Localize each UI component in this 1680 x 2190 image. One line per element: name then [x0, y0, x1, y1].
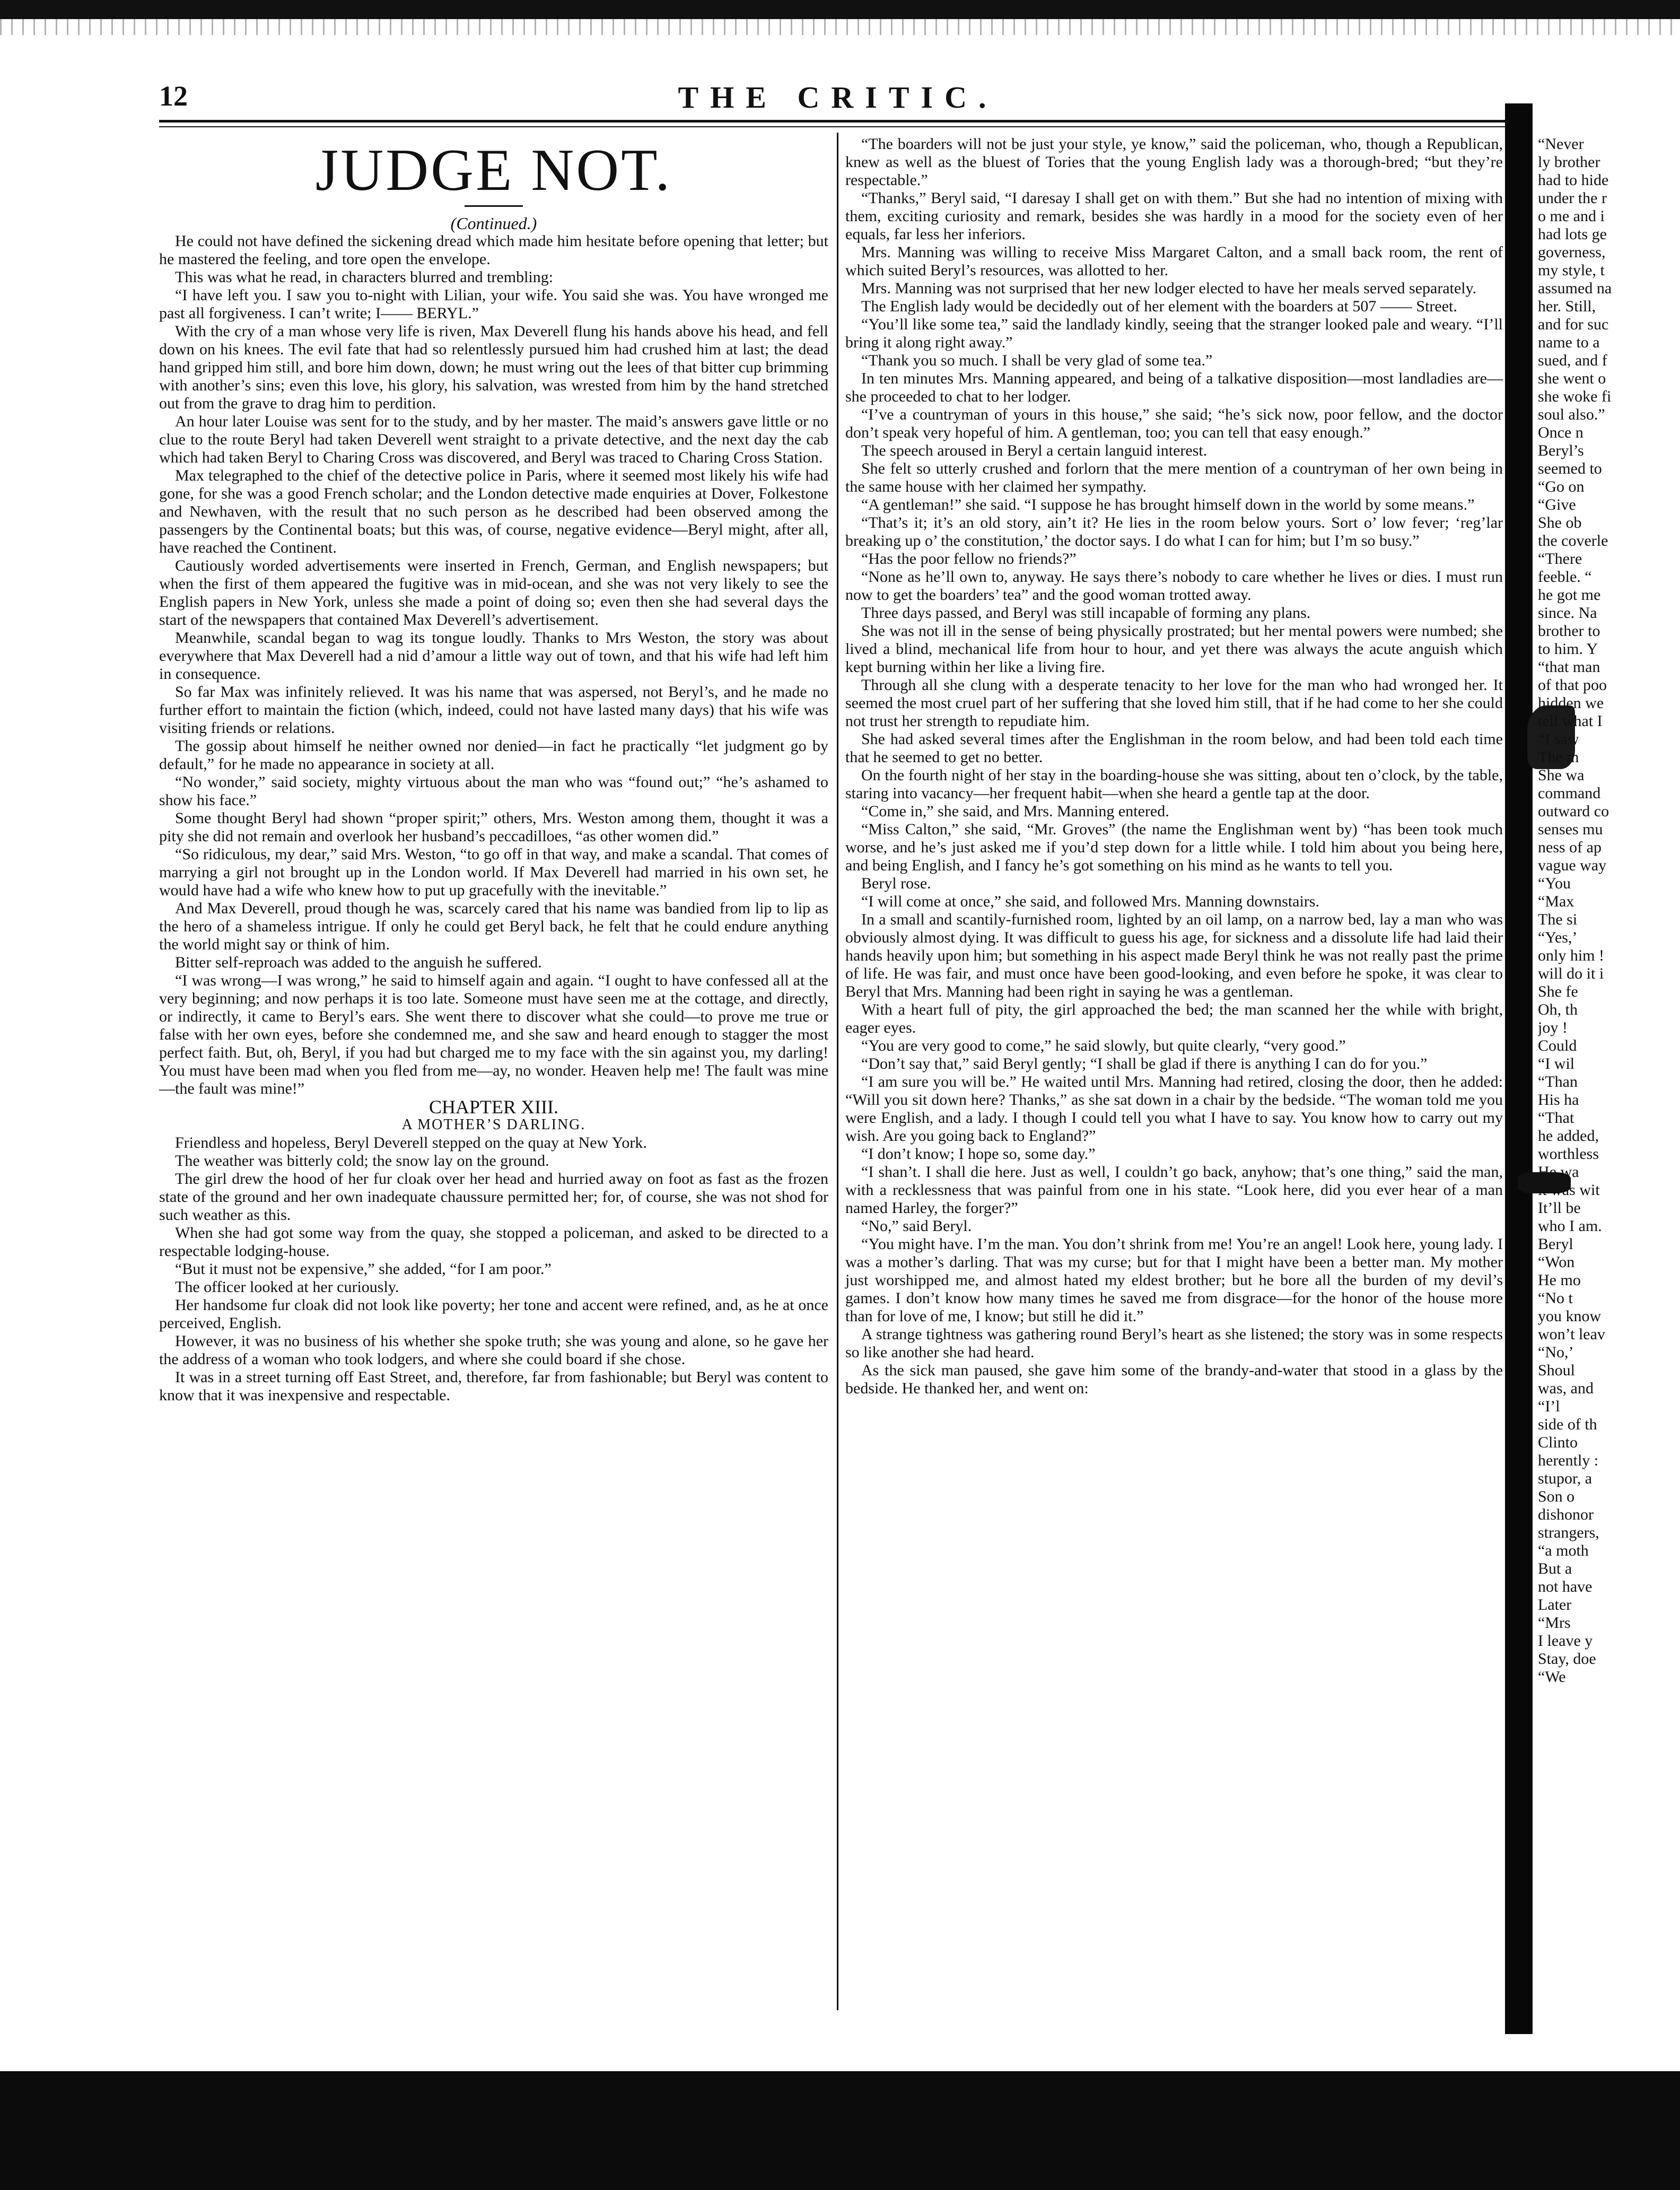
fragment-line: “Won — [1538, 1253, 1575, 1271]
paragraph: Through all she clung with a desperate tenacity to her love for the man who had wronged her. It seemed the most cruel part of her suffering that she loved him still, that if he had come to her she could not trust her strength to repudiate him. — [845, 676, 1503, 730]
fragment-line: she went o — [1538, 370, 1606, 387]
fragment-line: o me and i — [1538, 207, 1605, 225]
paragraph: Max telegraphed to the chief of the detective police in Paris, where it seemed most likely his wife had gone, for she was a good French scholar; and the London detective made enquiries at Dover, Folkestone and Newhaven, with the result that no such person as he described had been observed among the passengers by the Continental boats; but this was, of course, negative evidence—Beryl might, after all, have reached the Continent. — [159, 467, 828, 556]
paragraph: On the fourth night of her stay in the boarding-house she was sitting, about ten o’clock, by the table, staring into vacancy—her frequent habit—when she heard a gentle tap at the door. — [845, 766, 1503, 802]
fragment-line: under the r — [1538, 189, 1607, 207]
fragment-line: She ob — [1538, 514, 1582, 531]
fragment-line: won’t leav — [1538, 1325, 1605, 1343]
paragraph: The English lady would be decidedly out of her element with the boarders at 507 —— Street. — [861, 298, 1457, 315]
column-right — [845, 135, 1503, 1398]
adjacent-page-column — [1538, 135, 1680, 2055]
paragraph: So far Max was infinitely relieved. It was his name that was aspersed, not Beryl’s, and he made no further effort to maintain the fiction (which, indeed, could not have lasted many days) that his wife was visiting friends or relations. — [159, 683, 828, 737]
paragraph: Meanwhile, scandal began to wag its tongue loudly. Thanks to Mrs Weston, the story was about everywhere that Max Deverell had a nid d’amour a little way out of town, and that his wife had left him in consequence. — [159, 629, 828, 683]
paragraph: “A gentleman!” she said. “I suppose he has brought himself down in the world by some means.” — [861, 496, 1475, 513]
paragraph: “I don’t know; I hope so, some day.” — [861, 1145, 1096, 1163]
article-title: JUDGE NOT. — [315, 137, 672, 203]
paragraph: A strange tightness was gathering round Beryl’s heart as she listened; the story was in some respects so like another she had heard. — [845, 1325, 1503, 1361]
fragment-line: was, and — [1538, 1380, 1594, 1397]
paragraph: With a heart full of pity, the girl approached the bed; the man scanned her the while with bright, eager eyes. — [845, 1001, 1503, 1036]
fragment-line: He wa — [1538, 1163, 1579, 1181]
paragraph: Cautiously worded advertisements were inserted in French, German, and English newspapers; but when the first of them appeared the fugitive was in mid-ocean, and she was not very likely to see the English papers in New York, unless she made a point of doing so; even then she had several days the start of the newspapers that contained Max Deverell’s advertisement. — [159, 557, 828, 629]
fragment-line: “No,’ — [1538, 1343, 1574, 1361]
paragraph: “Miss Calton,” she said, “Mr. Groves” (the name the Englishman went by) “has been took much worse, and he’s just asked me if you’d step down for a little while. I told him about you being here, and being English, and I fancy he’s got something on his mind as he wants to tell you. — [845, 821, 1503, 874]
fragment-line: side of th — [1538, 1416, 1597, 1433]
header-rule-thin — [159, 126, 1517, 127]
fragment-line: “I wil — [1538, 1055, 1575, 1072]
paragraph: The gossip about himself he neither owned nor denied—in fact he practically “let judgment go by default,” for he made no appearance in society at all. — [159, 737, 828, 773]
fragment-line: Later — [1538, 1596, 1572, 1613]
fragment-line: seemed to — [1538, 460, 1602, 477]
column-left-body-a — [159, 232, 828, 1098]
fragment-line: it was wit — [1538, 1181, 1600, 1199]
paragraph: “Thank you so much. I shall be very glad of some tea.” — [861, 352, 1213, 369]
paragraph: She was not ill in the sense of being physically prostrated; but her mental powers were numbed; she lived a blind, mechanical life from hour to hour, and yet there was always the acute anguish which kept burning within her like a living fire. — [845, 622, 1503, 676]
paragraph: “I shan’t. I shall die here. Just as well, I couldn’t go back, anyhow; that’s one thing,” said the man, with a recklessness that was painful from one in his state. “Look here, did you ever hear of a man named Harley, the forger?” — [845, 1163, 1503, 1217]
paragraph: “I am sure you will be.” He waited until Mrs. Manning had retired, closing the door, then he added: “Will you sit down here? Thanks,” as she sat down in a chair by the bedside. “The woman told me you were English, and a lady. I though I could tell you what I have to say. You know how to carry out my wish. Are you going back to England?” — [845, 1073, 1503, 1145]
paragraph: With the cry of a man whose very life is riven, Max Deverell flung his hands above his head, and fell down on his knees. The evil fate that had so relentlessly pursued him had crushed him at last; the dead hand gripped him still, and bore him down, down; he must wring out the lees of that bitter cup brimming with another’s sins; even this love, his glory, his salvation, was wrested from him by the hand stretched out from the grave to drag him to perdition. — [159, 322, 828, 412]
fragment-line: he added, — [1538, 1127, 1599, 1145]
paragraph: This was what he read, in characters blurred and trembling: — [175, 268, 554, 286]
continued-note: (Continued.) — [450, 214, 537, 233]
fragment-line: joy ! — [1538, 1019, 1568, 1036]
fragment-line: to him. Y — [1538, 640, 1598, 658]
paragraph: “No,” said Beryl. — [861, 1217, 972, 1235]
paragraph: “I was wrong—I was wrong,” he said to himself again and again. “I ought to have confessed all at the very beginning; and now perhaps it is too late. Someone must have seen me at the cottage, and directly, or indirectly, it came to Beryl’s ears. She went there to discover what she could—to prove me true or false with her own eyes, before she condemned me, and she saw and heard enough to stagger the most perfect faith. But, oh, Beryl, if you had but charged me to my face with the sin against you, my darling! You must have been mad when you fled from me—ay, no wonder. Heaven help me! The fault was mine—the fault was mine!” — [159, 972, 828, 1097]
column-left — [159, 135, 828, 1404]
paragraph: “I have left you. I saw you to-night with Lilian, your wife. You said she was. You have wronged me past all forgiveness. I can’t write; I—— BERYL.” — [159, 286, 828, 322]
fragment-line: who I am. — [1538, 1217, 1602, 1235]
paragraph: Mrs. Manning was not surprised that her new lodger elected to have her meals served separately. — [861, 280, 1477, 297]
fragment-line: since. Na — [1538, 604, 1597, 622]
paragraph: When she had got some way from the quay, she stopped a policeman, and asked to be directed to a respectable lodging-house. — [159, 1224, 828, 1260]
running-title: THE CRITIC. — [678, 80, 998, 115]
paragraph: “The boarders will not be just your style, ye know,” said the policeman, who, though a Republican, knew as well as the bluest of Tories that the young English lady was a thorough-bred; “but they’re respectable.” — [845, 135, 1503, 189]
fragment-line: “You — [1538, 875, 1571, 892]
top-border — [0, 0, 1680, 19]
fragment-line: ly brother — [1538, 153, 1600, 171]
column-divider — [837, 133, 838, 2010]
paragraph: Three days passed, and Beryl was still incapable of forming any plans. — [861, 604, 1311, 622]
paragraph: Beryl rose. — [861, 875, 931, 892]
fragment-line: the coverle — [1538, 532, 1608, 549]
fragment-line: Clinto — [1538, 1434, 1578, 1451]
chapter-subheading: A MOTHER’S DARLING. — [401, 1116, 586, 1133]
fragment-line: soul also.” — [1538, 406, 1605, 423]
paragraph: As the sick man paused, she gave him some of the brandy-and-water that stood in a glass by the bedside. He thanked her, and went on: — [845, 1362, 1503, 1397]
fragment-line: It’ll be — [1538, 1199, 1581, 1217]
paragraph: Friendless and hopeless, Beryl Deverell stepped on the quay at New York. — [175, 1134, 647, 1151]
fragment-line: “Than — [1538, 1073, 1578, 1090]
chapter-heading: CHAPTER XIII. — [429, 1096, 558, 1118]
fragment-line: had to hide — [1538, 171, 1609, 189]
fragment-line: Could — [1538, 1037, 1577, 1054]
fragment-line: and for suc — [1538, 316, 1609, 333]
fragment-line: name to a — [1538, 334, 1600, 351]
fragment-line: strangers, — [1538, 1524, 1599, 1541]
fragment-line: assumed na — [1538, 280, 1612, 297]
fragment-line: She fe — [1538, 983, 1578, 1000]
fragment-line: She wa — [1538, 766, 1585, 784]
fragment-line: The m — [1538, 748, 1579, 766]
paragraph: “I will come at once,” she said, and followed Mrs. Manning downstairs. — [861, 893, 1319, 910]
paragraph: In ten minutes Mrs. Manning appeared, and being of a talkative disposition—most landladies are—she proceeded to chat to her lodger. — [845, 370, 1503, 405]
paragraph: And Max Deverell, proud though he was, scarcely cared that his name was bandied from lip to lip as the hero of a shameless intrigue. If only he could get Beryl back, he felt that he could endure anything the world might say or think of him. — [159, 900, 828, 953]
paragraph: However, it was no business of his whether she spoke truth; she was young and alone, so he gave her the address of a woman who took lodgers, and where she could board if she chose. — [159, 1332, 828, 1368]
fragment-line: worthless — [1538, 1145, 1599, 1163]
fragment-line: feeble. “ — [1538, 568, 1592, 586]
fragment-line: governess, — [1538, 243, 1606, 261]
column-right-body — [845, 135, 1503, 1398]
paragraph: The girl drew the hood of her fur cloak over her head and hurried away on foot as fast as the frozen state of the ground and her own inadequate chaussure permitted her; for, of course, she was not shod for such weather as this. — [159, 1170, 828, 1224]
fragment-line: dishonor — [1538, 1506, 1594, 1523]
fragment-line: “That — [1538, 1109, 1574, 1127]
paragraph: “But it must not be expensive,” she added, “for I am poor.” — [175, 1260, 552, 1278]
paragraph: Bitter self-reproach was added to the anguish he suffered. — [175, 954, 542, 971]
fragment-line: you know — [1538, 1307, 1602, 1325]
fragment-line: Beryl’s — [1538, 442, 1584, 459]
paragraph: “Come in,” she said, and Mrs. Manning entered. — [861, 802, 1169, 820]
paragraph: “You’ll like some tea,” said the landlady kindly, seeing that the stranger looked pale and weary. “I’ll bring it along right away.” — [845, 316, 1503, 351]
fragment-line: sued, and f — [1538, 352, 1607, 369]
paragraph: “Thanks,” Beryl said, “I daresay I shall get on with them.” But she had no intention of mixing with them, exciting curiosity and remark, besides she was hardly in a mood for the society even of her equals, far less her inferiors. — [845, 189, 1503, 243]
fragment-line: ness of ap — [1538, 839, 1602, 856]
paragraph: An hour later Louise was sent for to the study, and by her master. The maid’s answers gave little or no clue to the route Beryl had taken Deverell went straight to a private detective, and the next day the cab which had taken Beryl to Charing Cross was discovered, and Beryl was traced to Charing Cross Station. — [159, 413, 828, 466]
title-rule — [465, 205, 523, 207]
column-left-body-b — [159, 1134, 828, 1404]
fragment-line: Shoul — [1538, 1362, 1576, 1379]
fragment-line: “Never — [1538, 135, 1584, 153]
paragraph: Her handsome fur cloak did not look like poverty; her tone and accent were refined, and, as he at once perceived, English. — [159, 1296, 828, 1332]
fragment-line: only him ! — [1538, 947, 1604, 964]
fragment-line: Once n — [1538, 424, 1583, 441]
paragraph: “You are very good to come,” he said slowly, but quite clearly, “very good.” — [861, 1037, 1346, 1054]
fragment-line: stupor, a — [1538, 1470, 1592, 1487]
fragment-line: command — [1538, 784, 1601, 802]
fragment-line: will do it i — [1538, 965, 1604, 982]
fragment-line: The si — [1538, 911, 1578, 928]
paragraph: She felt so utterly crushed and forlorn that the mere mention of a countryman of her own being in the same house with her claimed her sympathy. — [845, 460, 1503, 495]
top-scan-noise — [0, 19, 1680, 35]
paragraph: “I’ve a countryman of yours in this house,” she said; “he’s sick now, poor fellow, and the doctor don’t speak very hopeful of him. A gentleman, too; you can tell that easy enough.” — [845, 406, 1503, 441]
fragment-line: “I’l — [1538, 1398, 1560, 1415]
fragment-line: vague way — [1538, 857, 1607, 874]
paragraph: “You might have. I’m the man. You don’t shrink from me! You’re an angel! Look here, young lady. I was a mother’s darling. That was my curse; but for that I might have been a better man. My mother just worshipped me, and almost hated my eldest brother; but he bore all the burden of my devil’s games. I don’t know how many times he saved me from disgrace—for the honor of the house more than for love of me, I know; but still he did it.” — [845, 1235, 1503, 1325]
fragment-line: her. Still, — [1538, 298, 1596, 315]
paragraph: The weather was bitterly cold; the snow lay on the ground. — [175, 1152, 549, 1170]
fragment-line: “Go on — [1538, 478, 1585, 495]
page-number: 12 — [159, 80, 188, 112]
paragraph: “So ridiculous, my dear,” said Mrs. Weston, “to go off in that way, and make a scandal. That comes of marrying a girl not brought up in the London world. If Max Deverell had married in his own set, he would have had a wife who knew how to put up gracefully with the inevitable.” — [159, 845, 828, 899]
paragraph: “That’s it; it’s an old story, ain’t it? He lies in the room below yours. Sort o’ low fever; ‘reg’lar breaking up o’ the constitution,’ the doctor says. I do what I can for him; but I’m so busy.” — [845, 514, 1503, 549]
fragment-line: “Mrs — [1538, 1614, 1571, 1631]
page-header — [159, 80, 1517, 117]
fragment-line: “No t — [1538, 1289, 1573, 1307]
paragraph: In a small and scantily-furnished room, lighted by an oil lamp, on a narrow bed, lay a man who was obviously almost dying. It was difficult to guess his age, for sickness and a dissolute life had laid their hands heavily upon him; but something in his aspect made Beryl think he was not really past the prime of life. He was fair, and must once have been good-looking, and even before he spoke, it was clear to Beryl that Mrs. Manning had been right in saying he was a gentleman. — [845, 911, 1503, 1000]
fragment-line: Son o — [1538, 1488, 1575, 1505]
fragment-line: “Max — [1538, 893, 1574, 910]
paragraph: She had asked several times after the Englishman in the room below, and had been told each time that he seemed to get no better. — [845, 730, 1503, 766]
paragraph: Mrs. Manning was willing to receive Miss Margaret Calton, and a small back room, the rent of which suited Beryl’s resources, was allotted to her. — [845, 243, 1503, 279]
fragment-line: she woke fi — [1538, 388, 1612, 405]
fragment-line: he got me — [1538, 586, 1601, 604]
fragment-line: “that man — [1538, 658, 1600, 676]
paragraph: “Has the poor fellow no friends?” — [861, 550, 1077, 568]
fragment-line: hidden we — [1538, 694, 1604, 712]
fragment-line: Stay, doe — [1538, 1650, 1596, 1668]
fragment-line: outward co — [1538, 802, 1609, 820]
fragment-line: But a — [1538, 1560, 1572, 1577]
fragment-line: He mo — [1538, 1271, 1581, 1289]
bottom-border — [0, 2071, 1680, 2190]
paragraph: It was in a street turning off East Street, and, therefore, far from fashionable; but Beryl was content to know that it was inexpensive and respectable. — [159, 1368, 828, 1404]
paragraph: He could not have defined the sickening dread which made him hesitate before opening that letter; but he mastered the feeling, and tore open the envelope. — [159, 232, 828, 268]
fragment-line: had lots ge — [1538, 225, 1607, 243]
fragment-line: brother to — [1538, 622, 1600, 640]
fragment-line: “Give — [1538, 496, 1576, 513]
fragment-line: senses mu — [1538, 821, 1603, 838]
fragment-line: “There — [1538, 550, 1582, 568]
fragment-line: Oh, th — [1538, 1001, 1578, 1018]
header-rule — [159, 120, 1517, 123]
paragraph: Some thought Beryl had shown “proper spirit;” others, Mrs. Weston among them, thought it was a pity she did not remain and overlook her husband’s peccadilloes, “as other women did.” — [159, 809, 828, 845]
fragment-line: of that poo — [1538, 676, 1607, 694]
fragment-line: my style, t — [1538, 261, 1605, 279]
paragraph: “None as he’ll own to, anyway. He says there’s nobody to care whether he lives or dies. I must run now to get the boarders’ tea” and the good woman trotted away. — [845, 568, 1503, 604]
fragment-line: “I saw — [1538, 730, 1579, 748]
paragraph: The speech aroused in Beryl a certain languid interest. — [861, 442, 1208, 459]
binding-shadow — [1505, 103, 1533, 2034]
fragment-line: herently : — [1538, 1452, 1599, 1469]
fragment-line: “a moth — [1538, 1542, 1589, 1559]
fragment-line: tell what I — [1538, 712, 1603, 730]
fragment-line: not have — [1538, 1578, 1592, 1595]
fragment-line: His ha — [1538, 1091, 1579, 1109]
paragraph: The officer looked at her curiously. — [175, 1278, 399, 1296]
fragment-line: “Yes,’ — [1538, 929, 1578, 946]
paragraph: “No wonder,” said society, mighty virtuous about the man who was “found out;” “he’s ashamed to show his face.” — [159, 773, 828, 809]
fragment-line: I leave y — [1538, 1632, 1593, 1650]
paragraph: “Don’t say that,” said Beryl gently; “I shall be glad if there is anything I can do for you.” — [861, 1055, 1428, 1072]
fragment-line: “We — [1538, 1668, 1566, 1686]
fragment-line: Beryl — [1538, 1235, 1573, 1253]
